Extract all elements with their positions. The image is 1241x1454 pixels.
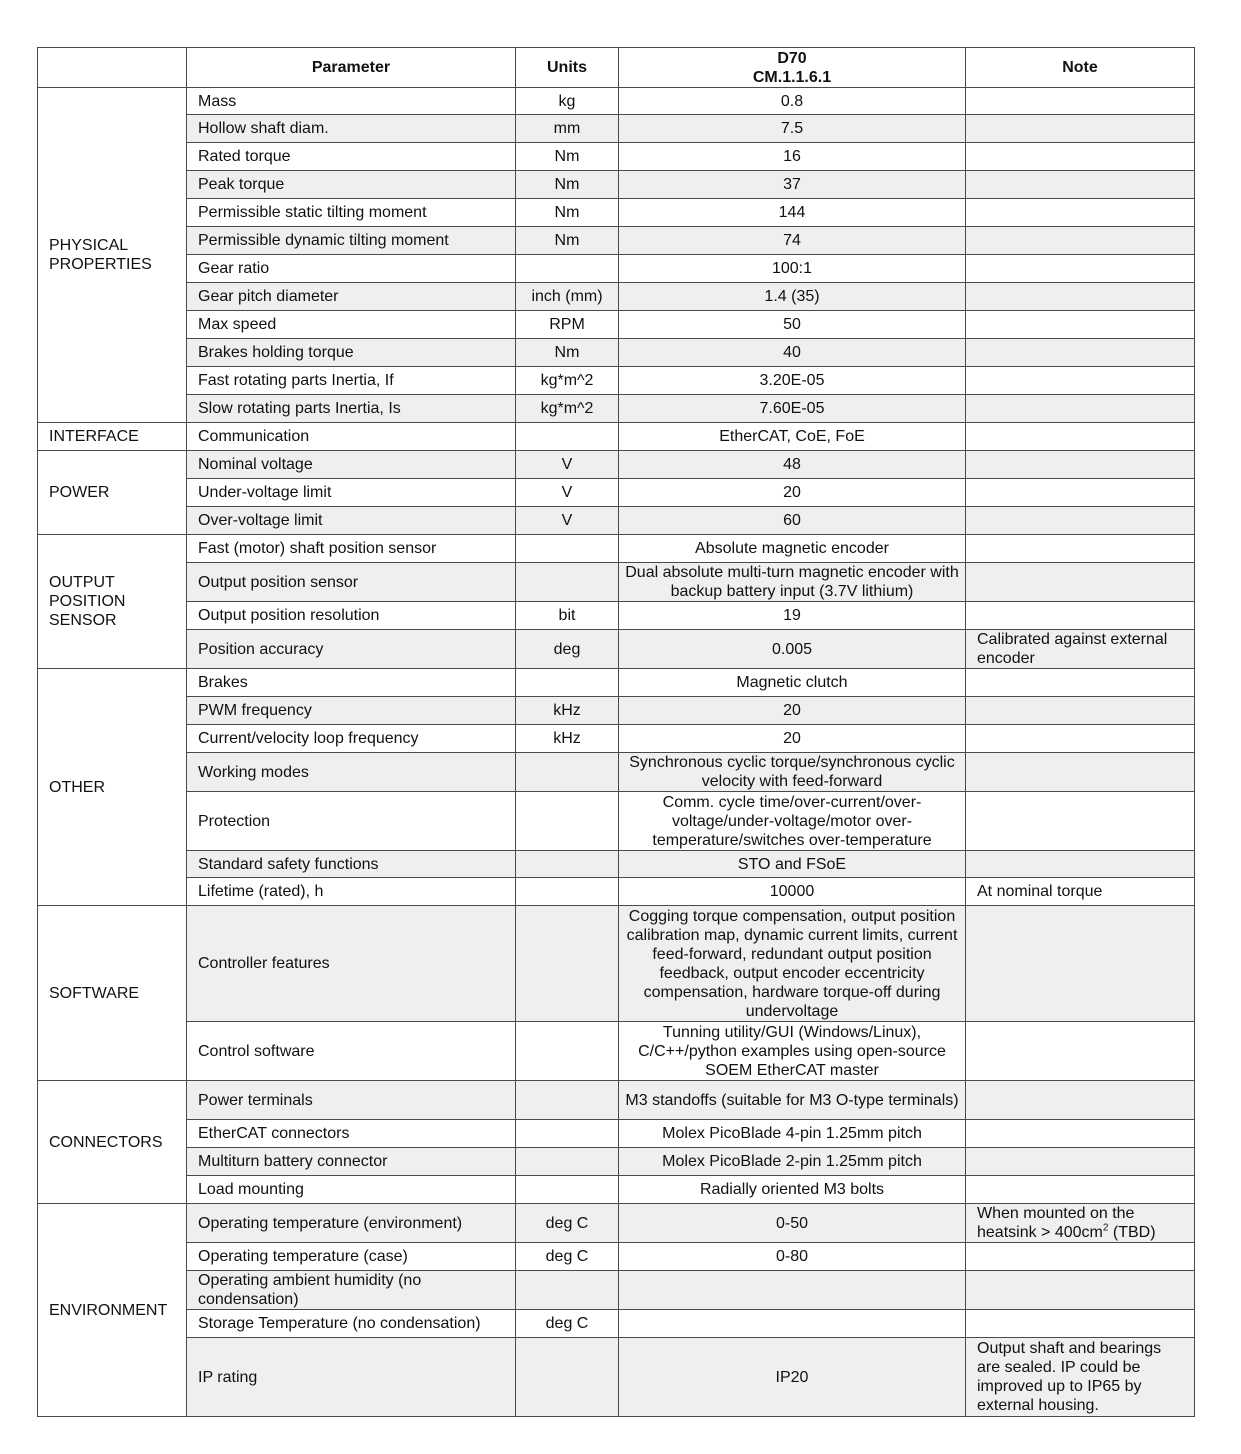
note-cell xyxy=(966,697,1195,725)
table-row xyxy=(38,906,1195,1022)
units-cell xyxy=(516,851,619,878)
group-label-interface: INTERFACE xyxy=(38,423,187,451)
note-cell xyxy=(966,115,1195,143)
table-row xyxy=(38,311,1195,339)
table-row xyxy=(38,669,1195,697)
note-cell xyxy=(966,1148,1195,1176)
note-cell xyxy=(966,451,1195,479)
note-cell xyxy=(966,507,1195,535)
value-cell: 74 xyxy=(619,227,966,255)
note-cell xyxy=(966,199,1195,227)
note-cell xyxy=(966,367,1195,395)
value-cell: 37 xyxy=(619,171,966,199)
units-cell: kg*m^2 xyxy=(516,367,619,395)
value-cell xyxy=(619,1310,966,1338)
parameter-cell: Storage Temperature (no condensation) xyxy=(187,1310,516,1338)
parameter-cell: Multiturn battery connector xyxy=(187,1148,516,1176)
note-cell xyxy=(966,88,1195,115)
note-cell xyxy=(966,602,1195,630)
table-row xyxy=(38,1204,1195,1243)
parameter-cell: Permissible static tilting moment xyxy=(187,199,516,227)
value-cell: Synchronous cyclic torque/synchronous cyclic velocity with feed-forward xyxy=(619,753,966,792)
parameter-cell: IP rating xyxy=(187,1338,516,1417)
note-cell xyxy=(966,1120,1195,1148)
note-cell xyxy=(966,1081,1195,1120)
parameter-cell: Operating temperature (case) xyxy=(187,1243,516,1271)
value-cell: 20 xyxy=(619,697,966,725)
units-cell xyxy=(516,1338,619,1417)
units-cell: kg*m^2 xyxy=(516,395,619,423)
value-cell: 0.8 xyxy=(619,88,966,115)
units-cell xyxy=(516,1022,619,1081)
value-cell: 40 xyxy=(619,339,966,367)
units-cell: V xyxy=(516,479,619,507)
table-row xyxy=(38,1120,1195,1148)
units-cell xyxy=(516,1148,619,1176)
note-cell xyxy=(966,1271,1195,1310)
note-cell xyxy=(966,395,1195,423)
model-column-header xyxy=(619,48,966,88)
table-row xyxy=(38,255,1195,283)
value-cell: Radially oriented M3 bolts xyxy=(619,1176,966,1204)
parameter-cell: Lifetime (rated), h xyxy=(187,878,516,906)
units-cell: kHz xyxy=(516,697,619,725)
note-cell xyxy=(966,792,1195,851)
units-cell xyxy=(516,878,619,906)
note-cell: Calibrated against external encoder xyxy=(966,630,1195,669)
table-row xyxy=(38,1243,1195,1271)
parameter-cell: Communication xyxy=(187,423,516,451)
table-row xyxy=(38,507,1195,535)
group-label-physical: PHYSICAL PROPERTIES xyxy=(38,88,187,423)
value-cell: Absolute magnetic encoder xyxy=(619,535,966,563)
note-cell xyxy=(966,143,1195,171)
parameter-cell: Control software xyxy=(187,1022,516,1081)
value-cell: 0-80 xyxy=(619,1243,966,1271)
units-cell: Nm xyxy=(516,339,619,367)
value-cell: 7.60E-05 xyxy=(619,395,966,423)
table-row xyxy=(38,479,1195,507)
note-column-header: Note xyxy=(966,48,1195,88)
units-cell: kg xyxy=(516,88,619,115)
value-cell xyxy=(619,1271,966,1310)
units-cell: V xyxy=(516,507,619,535)
value-cell: Cogging torque compensation, output position calibration map, dynamic current limits, current feed-forward, redundant output position feedback, output encoder eccentricity compensation, hardware torque-off during undervoltage xyxy=(619,906,966,1022)
note-cell xyxy=(966,171,1195,199)
note-cell: At nominal torque xyxy=(966,878,1195,906)
table-row xyxy=(38,171,1195,199)
model-code: CM.1.1.6.1 xyxy=(752,68,832,86)
note-cell xyxy=(966,1176,1195,1204)
note-cell xyxy=(966,851,1195,878)
group-label-software: SOFTWARE xyxy=(38,906,187,1081)
parameter-cell: Gear ratio xyxy=(187,255,516,283)
units-cell: deg xyxy=(516,630,619,669)
note-cell xyxy=(966,1022,1195,1081)
value-cell: 144 xyxy=(619,199,966,227)
parameter-cell: Power terminals xyxy=(187,1081,516,1120)
table-row xyxy=(38,283,1195,311)
group-label-output-sensor: OUTPUT POSITION SENSOR xyxy=(38,535,187,669)
table-row xyxy=(38,143,1195,171)
note-cell xyxy=(966,1310,1195,1338)
units-cell xyxy=(516,1176,619,1204)
table-row xyxy=(38,851,1195,878)
note-cell xyxy=(966,283,1195,311)
group-label-connectors: CONNECTORS xyxy=(38,1081,187,1204)
parameter-cell: Operating ambient humidity (no condensation) xyxy=(187,1271,516,1310)
parameter-cell: Fast rotating parts Inertia, If xyxy=(187,367,516,395)
value-cell: 10000 xyxy=(619,878,966,906)
note-cell xyxy=(966,725,1195,753)
note-cell xyxy=(966,535,1195,563)
parameter-cell: Max speed xyxy=(187,311,516,339)
value-cell: EtherCAT, CoE, FoE xyxy=(619,423,966,451)
units-cell xyxy=(516,423,619,451)
note-superscript: 2 xyxy=(1102,1222,1109,1234)
units-column-header: Units xyxy=(516,48,619,88)
units-cell xyxy=(516,563,619,602)
model-name: D70 xyxy=(777,49,807,67)
parameter-cell: Current/velocity loop frequency xyxy=(187,725,516,753)
table-row xyxy=(38,630,1195,669)
parameter-cell: Under-voltage limit xyxy=(187,479,516,507)
parameter-cell: Working modes xyxy=(187,753,516,792)
note-cell xyxy=(966,563,1195,602)
value-cell: Tunning utility/GUI (Windows/Linux), C/C++/python examples using open-source SOEM EtherCAT master xyxy=(619,1022,966,1081)
parameter-cell: Fast (motor) shaft position sensor xyxy=(187,535,516,563)
parameter-cell: Rated torque xyxy=(187,143,516,171)
units-cell: inch (mm) xyxy=(516,283,619,311)
units-cell: deg C xyxy=(516,1204,619,1243)
value-cell: Comm. cycle time/over-current/over-voltage/under-voltage/motor over-temperature/switches over-temperature xyxy=(619,792,966,851)
parameter-cell: Hollow shaft diam. xyxy=(187,115,516,143)
units-cell xyxy=(516,792,619,851)
value-cell: 3.20E-05 xyxy=(619,367,966,395)
parameter-cell: Slow rotating parts Inertia, Is xyxy=(187,395,516,423)
value-cell: Molex PicoBlade 2-pin 1.25mm pitch xyxy=(619,1148,966,1176)
table-row xyxy=(38,563,1195,602)
value-cell: 50 xyxy=(619,311,966,339)
note-cell xyxy=(966,669,1195,697)
note-cell xyxy=(966,227,1195,255)
table-row xyxy=(38,367,1195,395)
parameter-column-header: Parameter xyxy=(187,48,516,88)
note-cell: Output shaft and bearings are sealed. IP could be improved up to IP65 by external housing. xyxy=(966,1338,1195,1417)
parameter-cell: Protection xyxy=(187,792,516,851)
table-row xyxy=(38,1148,1195,1176)
units-cell xyxy=(516,1120,619,1148)
value-cell: 1.4 (35) xyxy=(619,283,966,311)
parameter-cell: Peak torque xyxy=(187,171,516,199)
units-cell: Nm xyxy=(516,199,619,227)
note-cell xyxy=(966,906,1195,1022)
value-cell: 0-50 xyxy=(619,1204,966,1243)
note-cell xyxy=(966,1243,1195,1271)
parameter-cell: Standard safety functions xyxy=(187,851,516,878)
table-row xyxy=(38,1338,1195,1417)
note-cell xyxy=(966,423,1195,451)
value-cell: 16 xyxy=(619,143,966,171)
table-row xyxy=(38,753,1195,792)
value-cell: 20 xyxy=(619,725,966,753)
note-cell xyxy=(966,1204,1195,1243)
parameter-cell: Gear pitch diameter xyxy=(187,283,516,311)
table-row xyxy=(38,395,1195,423)
table-row xyxy=(38,878,1195,906)
value-cell: 7.5 xyxy=(619,115,966,143)
note-cell xyxy=(966,339,1195,367)
value-cell: 48 xyxy=(619,451,966,479)
table-row xyxy=(38,88,1195,115)
note-cell xyxy=(966,255,1195,283)
units-cell: bit xyxy=(516,602,619,630)
table-row xyxy=(38,1081,1195,1120)
table-row xyxy=(38,602,1195,630)
units-cell xyxy=(516,1271,619,1310)
parameter-cell: Output position sensor xyxy=(187,563,516,602)
value-cell: IP20 xyxy=(619,1338,966,1417)
table-row xyxy=(38,227,1195,255)
parameter-cell: Mass xyxy=(187,88,516,115)
note-cell xyxy=(966,311,1195,339)
parameter-cell: Brakes holding torque xyxy=(187,339,516,367)
units-cell xyxy=(516,669,619,697)
parameter-cell: Brakes xyxy=(187,669,516,697)
table-row xyxy=(38,451,1195,479)
units-cell: deg C xyxy=(516,1243,619,1271)
parameter-cell: Load mounting xyxy=(187,1176,516,1204)
note-text: When mounted on the heatsink > 400cm xyxy=(977,1205,1135,1241)
value-cell: STO and FSoE xyxy=(619,851,966,878)
table-row xyxy=(38,1176,1195,1204)
table-row xyxy=(38,1271,1195,1310)
parameter-cell: Operating temperature (environment) xyxy=(187,1204,516,1243)
units-cell xyxy=(516,906,619,1022)
parameter-cell: PWM frequency xyxy=(187,697,516,725)
table-row xyxy=(38,199,1195,227)
value-cell: 60 xyxy=(619,507,966,535)
table-row xyxy=(38,725,1195,753)
value-cell: Magnetic clutch xyxy=(619,669,966,697)
units-cell: deg C xyxy=(516,1310,619,1338)
parameter-cell: EtherCAT connectors xyxy=(187,1120,516,1148)
parameter-cell: Output position resolution xyxy=(187,602,516,630)
units-cell: Nm xyxy=(516,143,619,171)
note-text-end: (TBD) xyxy=(1108,1224,1156,1241)
value-cell: 100:1 xyxy=(619,255,966,283)
parameter-cell: Nominal voltage xyxy=(187,451,516,479)
group-label-environment: ENVIRONMENT xyxy=(38,1204,187,1417)
parameter-cell: Permissible dynamic tilting moment xyxy=(187,227,516,255)
spec-table xyxy=(37,47,1195,1417)
table-row xyxy=(38,697,1195,725)
units-cell xyxy=(516,1081,619,1120)
units-cell: RPM xyxy=(516,311,619,339)
parameter-cell: Controller features xyxy=(187,906,516,1022)
header-row xyxy=(38,48,1195,88)
value-cell: M3 standoffs (suitable for M3 O-type terminals) xyxy=(619,1081,966,1120)
note-cell xyxy=(966,479,1195,507)
units-cell: kHz xyxy=(516,725,619,753)
table-row xyxy=(38,792,1195,851)
table-row xyxy=(38,535,1195,563)
parameter-cell: Over-voltage limit xyxy=(187,507,516,535)
value-cell: 19 xyxy=(619,602,966,630)
units-cell xyxy=(516,255,619,283)
units-cell xyxy=(516,535,619,563)
units-cell: mm xyxy=(516,115,619,143)
table-row xyxy=(38,1310,1195,1338)
units-cell: Nm xyxy=(516,227,619,255)
table-row xyxy=(38,1022,1195,1081)
group-column-header xyxy=(38,48,187,88)
note-cell xyxy=(966,753,1195,792)
table-row xyxy=(38,339,1195,367)
value-cell: Molex PicoBlade 4-pin 1.25mm pitch xyxy=(619,1120,966,1148)
units-cell: V xyxy=(516,451,619,479)
units-cell: Nm xyxy=(516,171,619,199)
group-label-power: POWER xyxy=(38,451,187,535)
parameter-cell: Position accuracy xyxy=(187,630,516,669)
value-cell: Dual absolute multi-turn magnetic encoder with backup battery input (3.7V lithium) xyxy=(619,563,966,602)
value-cell: 20 xyxy=(619,479,966,507)
table-row xyxy=(38,115,1195,143)
value-cell: 0.005 xyxy=(619,630,966,669)
group-label-other: OTHER xyxy=(38,669,187,906)
units-cell xyxy=(516,753,619,792)
table-row xyxy=(38,423,1195,451)
